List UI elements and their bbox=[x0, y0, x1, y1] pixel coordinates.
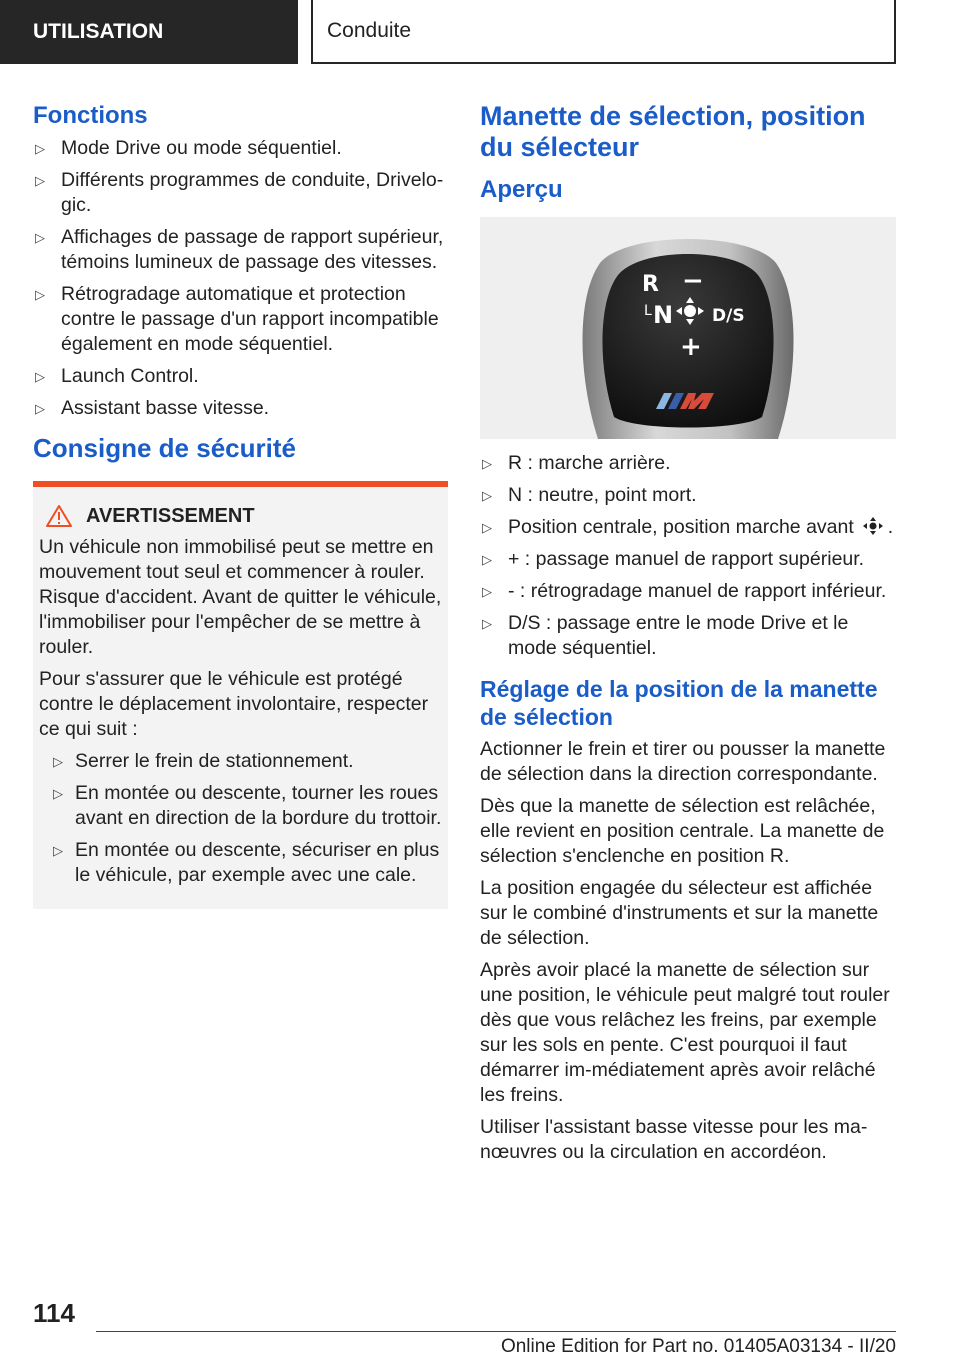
triangle-right-outline-icon: ▷ bbox=[35, 369, 45, 384]
list-item: ▷ Position centrale, position marche avant . bbox=[482, 516, 894, 538]
triangle-right-outline-icon: ▷ bbox=[35, 230, 45, 245]
list-item: ▷ Mode Drive ou mode séquentiel. bbox=[35, 137, 342, 159]
selector-positions-list bbox=[480, 451, 896, 661]
triangle-right-outline-icon: ▷ bbox=[35, 287, 45, 302]
warning-paragraph: Un véhicule non immobilisé peut se mettre en mouvement tout seul et commencer à rouler. Risque d'accident. Avant de quitter le véhicule, l'immobiliser pour l'empêcher de se mettre à rouler. bbox=[39, 536, 442, 658]
apercu-heading: Aperçu bbox=[480, 176, 563, 203]
list-item: ▷ En montée ou descente, tourner les roues avant en direction de la bordure du trottoir. bbox=[53, 782, 442, 829]
list-item: ▷ Launch Control. bbox=[35, 365, 199, 387]
fonctions-heading: Fonctions bbox=[33, 102, 148, 129]
list-item: ▷ Affichages de passage de rapport supérieur, témoins lumineux de passage des vitesses. bbox=[35, 226, 444, 273]
list-item: ▷ Assistant basse vitesse. bbox=[35, 397, 270, 419]
list-item: ▷ Serrer le frein de stationnement. bbox=[53, 750, 354, 772]
list-item: ▷ D/S : passage entre le mode Drive et le mode séquentiel. bbox=[482, 612, 849, 659]
manette-heading: Manette de sélection, position du sélecteur bbox=[480, 101, 866, 162]
reglage-paragraph: Après avoir placé la manette de sélection sur une position, le véhicule peut malgré tout rouler dès que vous relâchez les freins, par exemple sur les sols en pente. C'est pourquoi il faut démarrer im-médiatement après avoir relâché les freins. bbox=[480, 959, 890, 1106]
label-r: R bbox=[642, 272, 659, 297]
consigne-heading: Consigne de sécurité bbox=[33, 433, 296, 463]
warning-title: AVERTISSEMENT bbox=[39, 503, 442, 529]
triangle-right-outline-icon: ▷ bbox=[53, 754, 63, 769]
list-item: ▷ En montée ou descente, sécuriser en plus le véhicule, par exemple avec une cale. bbox=[53, 839, 440, 886]
triangle-right-outline-icon: ▷ bbox=[482, 520, 492, 535]
list-item: ▷ Rétrogradage automatique et protection contre le passage d'un rapport incompatible également en mode séquentiel. bbox=[35, 283, 439, 355]
list-item: ▷ + : passage manuel de rapport supérieur. bbox=[482, 548, 865, 570]
footer-edition: Online Edition for Part no. 01405A03134 - II/20 bbox=[500, 1336, 896, 1357]
list-item: ▷ N : neutre, point mort. bbox=[482, 484, 697, 506]
header-section: UTILISATION bbox=[0, 0, 298, 64]
label-n: N bbox=[653, 301, 674, 329]
triangle-right-outline-icon: ▷ bbox=[482, 616, 492, 631]
list-item: ▷ Différents programmes de conduite, Drivelo-gic. bbox=[35, 169, 444, 216]
triangle-right-outline-icon: ▷ bbox=[482, 456, 492, 471]
gear-selector-illustration bbox=[480, 217, 896, 439]
right-column bbox=[480, 100, 896, 1172]
reglage-paragraph: La position engagée du sélecteur est affichée sur le combiné d'instruments et sur la manette de sélection. bbox=[480, 877, 879, 949]
reglage-heading: Réglage de la position de la manette de sélection bbox=[480, 676, 878, 730]
warning-paragraph: Pour s'assurer que le véhicule est protégé contre le déplacement involontaire, respecter ce qui suit : bbox=[39, 668, 429, 740]
triangle-right-outline-icon: ▷ bbox=[53, 786, 63, 801]
triangle-right-outline-icon: ▷ bbox=[482, 584, 492, 599]
page-number: 114 bbox=[33, 1298, 75, 1328]
label-plus: + bbox=[680, 332, 702, 362]
label-ds: D/S bbox=[712, 306, 745, 326]
fonctions-list bbox=[33, 136, 448, 421]
footer-divider bbox=[96, 1331, 896, 1332]
list-item: ▷ R : marche arrière. bbox=[482, 452, 671, 474]
triangle-right-outline-icon: ▷ bbox=[482, 552, 492, 567]
list-item: ▷ - : rétrogradage manuel de rapport inférieur. bbox=[482, 580, 887, 602]
warning-list bbox=[39, 749, 442, 888]
reglage-paragraph: Actionner le frein et tirer ou pousser la manette de sélection dans la direction correspondante. bbox=[480, 738, 886, 785]
triangle-right-outline-icon: ▷ bbox=[53, 843, 63, 858]
triangle-right-outline-icon: ▷ bbox=[35, 401, 45, 416]
left-column bbox=[33, 100, 448, 909]
triangle-right-outline-icon: ▷ bbox=[35, 173, 45, 188]
triangle-right-outline-icon: ▷ bbox=[35, 141, 45, 156]
reglage-paragraph: Utiliser l'assistant basse vitesse pour les ma-nœuvres ou la circulation en accordéon. bbox=[480, 1116, 868, 1163]
warning-box bbox=[33, 481, 448, 909]
label-minus: − bbox=[682, 266, 704, 296]
label-l: L bbox=[644, 303, 652, 319]
triangle-right-outline-icon: ▷ bbox=[482, 488, 492, 503]
warning-triangle-icon bbox=[46, 505, 72, 527]
header-chapter: Conduite bbox=[311, 0, 896, 64]
selector-position-icon bbox=[862, 517, 884, 535]
reglage-paragraph: Dès que la manette de sélection est relâchée, elle revient en position centrale. La manette de sélection s'enclenche en position R. bbox=[480, 795, 885, 867]
gear-selector-figure bbox=[480, 217, 896, 439]
